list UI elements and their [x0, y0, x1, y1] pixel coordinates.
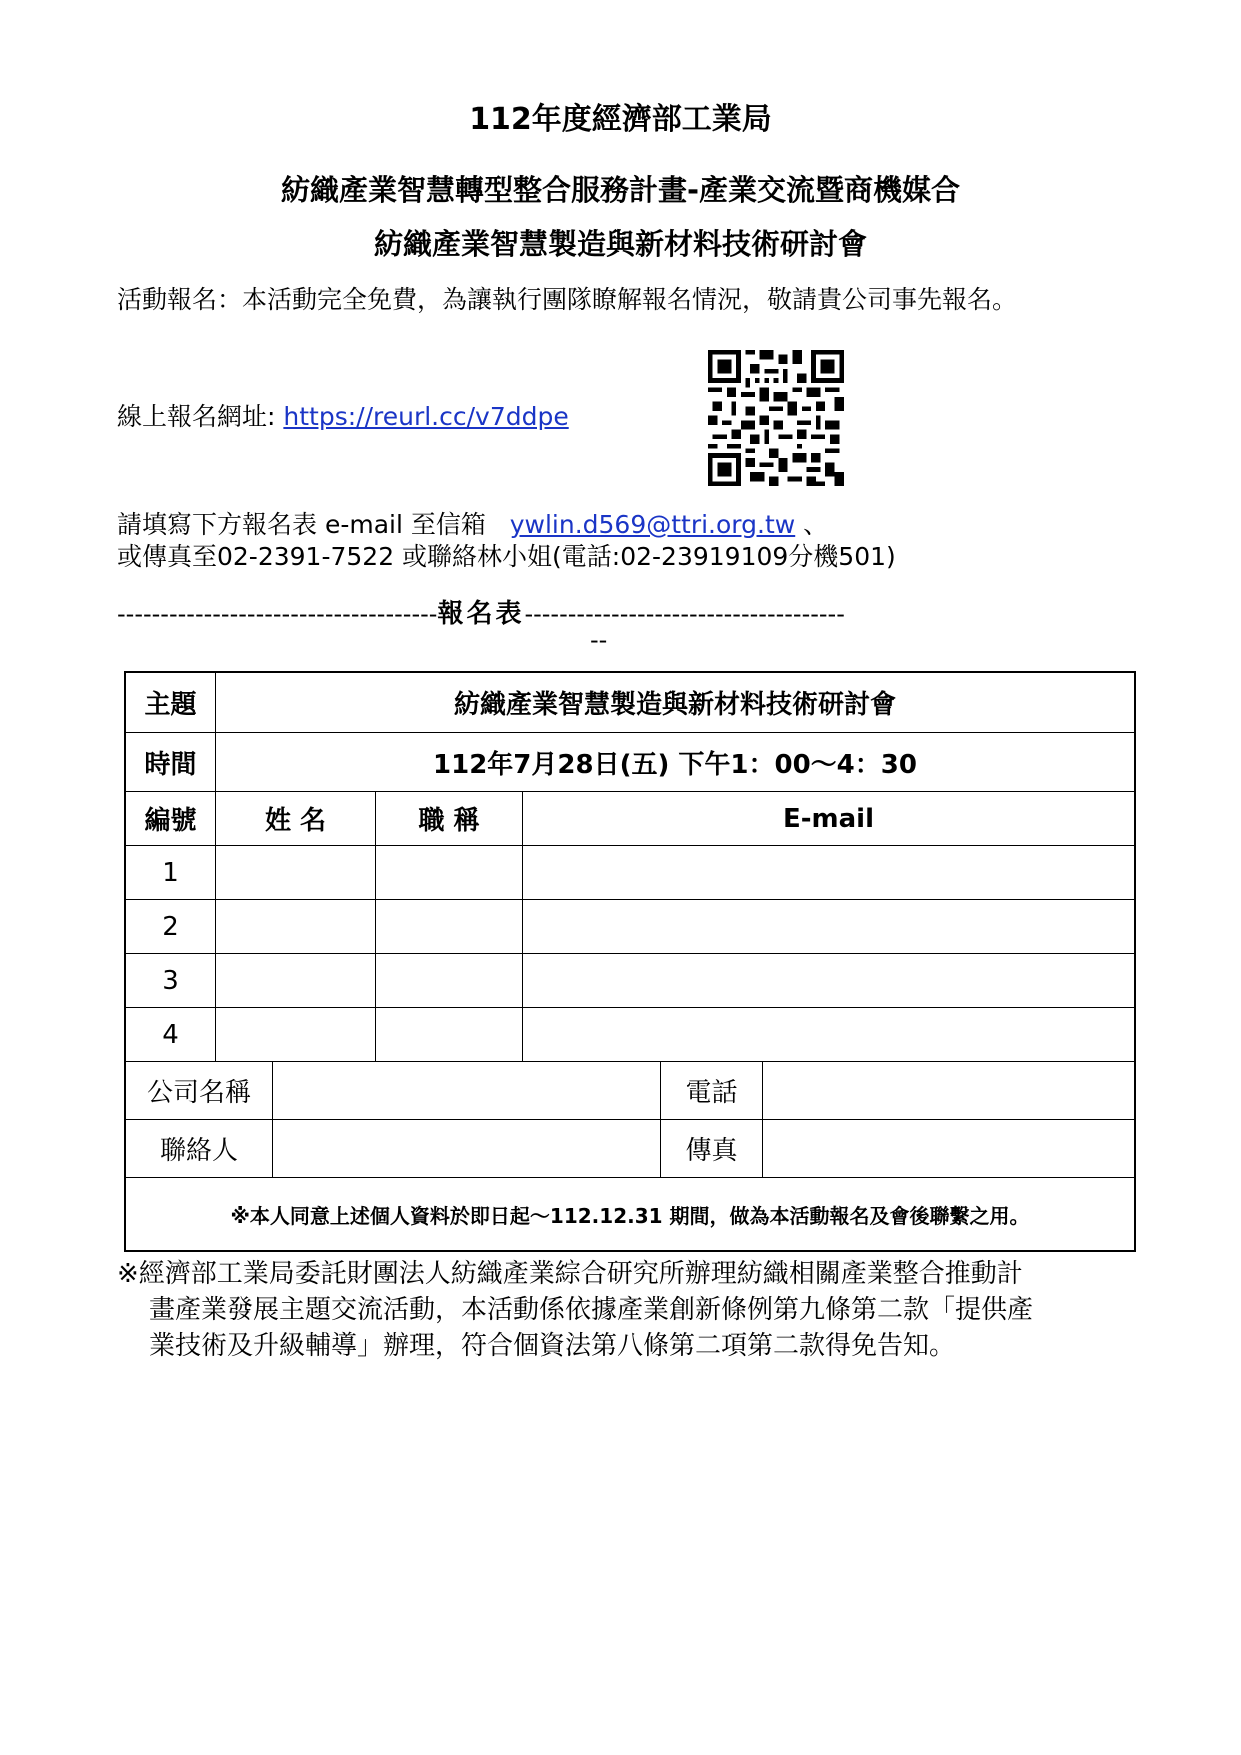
- name-input-3[interactable]: [216, 954, 375, 1007]
- legal-note-line3: 業技術及升級輔導」辦理，符合個資法第八條第二項第二款得免告知。: [149, 1331, 956, 1361]
- fax-input[interactable]: [763, 1120, 1134, 1177]
- title-input-2[interactable]: [376, 900, 522, 953]
- fax-label: 傳真: [685, 1136, 738, 1166]
- legal-note-line2: 畫產業發展主題交流活動，本活動係依據產業創新條例第九條第二款「提供產: [149, 1295, 1034, 1325]
- email-instruction-line: [117, 505, 828, 541]
- legal-note-line1: ※經濟部工業局委託財團法人紡織產業綜合研究所辦理紡織相關產業整合推動計: [117, 1259, 1023, 1289]
- name-input-2[interactable]: [216, 900, 375, 953]
- contact-input[interactable]: [273, 1120, 660, 1177]
- topic-label: 主題: [144, 690, 197, 720]
- title-year: 112年度經濟部工業局: [469, 102, 772, 137]
- title-input-4[interactable]: [376, 1008, 522, 1061]
- time-value: 112年7月28日(五) 下午1：00～4：30: [433, 749, 917, 780]
- online-label: 線上報名網址:: [117, 402, 284, 431]
- divider-tail: --: [590, 626, 608, 654]
- contact-label: 聯絡人: [159, 1136, 238, 1166]
- qr-code-icon: [708, 350, 844, 486]
- name-input-4[interactable]: [216, 1008, 375, 1061]
- title-input-3[interactable]: [376, 954, 522, 1007]
- email-input-3[interactable]: [523, 954, 1134, 1007]
- registration-url-link[interactable]: https://reurl.cc/v7ddpe: [283, 402, 569, 431]
- phone-input[interactable]: [763, 1062, 1134, 1119]
- row-number: 3: [162, 965, 179, 996]
- row-number: 1: [162, 857, 179, 888]
- divider-right: -------------------------------------: [524, 600, 845, 628]
- form-divider: [117, 593, 1137, 630]
- email-suffix: 、: [803, 510, 829, 539]
- email-input-2[interactable]: [523, 900, 1134, 953]
- title-program: 紡織產業智慧轉型整合服務計畫-產業交流暨商機媒合: [280, 173, 961, 207]
- col-header-name: 姓 名: [264, 806, 327, 836]
- registration-text: 活動報名：本活動完全免費，為讓執行團隊瞭解報名情況，敬請貴公司事先報名。: [117, 285, 1018, 314]
- company-label: 公司名稱: [146, 1078, 251, 1108]
- col-header-number: 編號: [144, 806, 197, 836]
- form-heading: 報名表: [437, 599, 525, 629]
- name-input-1[interactable]: [216, 846, 375, 899]
- title-input-1[interactable]: [376, 846, 522, 899]
- fax-contact-line: 或傳真至02-2391-7522 或聯絡林小姐(電話:02-23919109分機501): [117, 542, 896, 571]
- divider-left: -------------------------------------: [117, 600, 438, 628]
- email-input-1[interactable]: [523, 846, 1134, 899]
- col-header-title: 職 稱: [418, 806, 480, 836]
- title-seminar: 紡織產業智慧製造與新材料技術研討會: [373, 227, 867, 261]
- email-prefix: 請填寫下方報名表 e-mail 至信箱: [117, 510, 486, 539]
- online-registration-line: [117, 397, 569, 433]
- time-label: 時間: [144, 749, 197, 780]
- email-input-4[interactable]: [523, 1008, 1134, 1061]
- phone-label: 電話: [685, 1078, 738, 1108]
- legal-note: [117, 1256, 1147, 1364]
- company-input[interactable]: [273, 1062, 660, 1119]
- registration-form: [124, 671, 1136, 1252]
- consent-statement: ※本人同意上述個人資料於即日起～112.12.31 期間，做為本活動報名及會後聯繫之用。: [230, 1203, 1030, 1228]
- email-link[interactable]: ywlin.d569@ttri.org.tw: [509, 510, 796, 539]
- row-number: 2: [162, 911, 179, 942]
- row-number: 4: [162, 1019, 179, 1050]
- topic-value: 紡織產業智慧製造與新材料技術研討會: [453, 690, 896, 720]
- col-header-email: E-mail: [782, 803, 874, 834]
